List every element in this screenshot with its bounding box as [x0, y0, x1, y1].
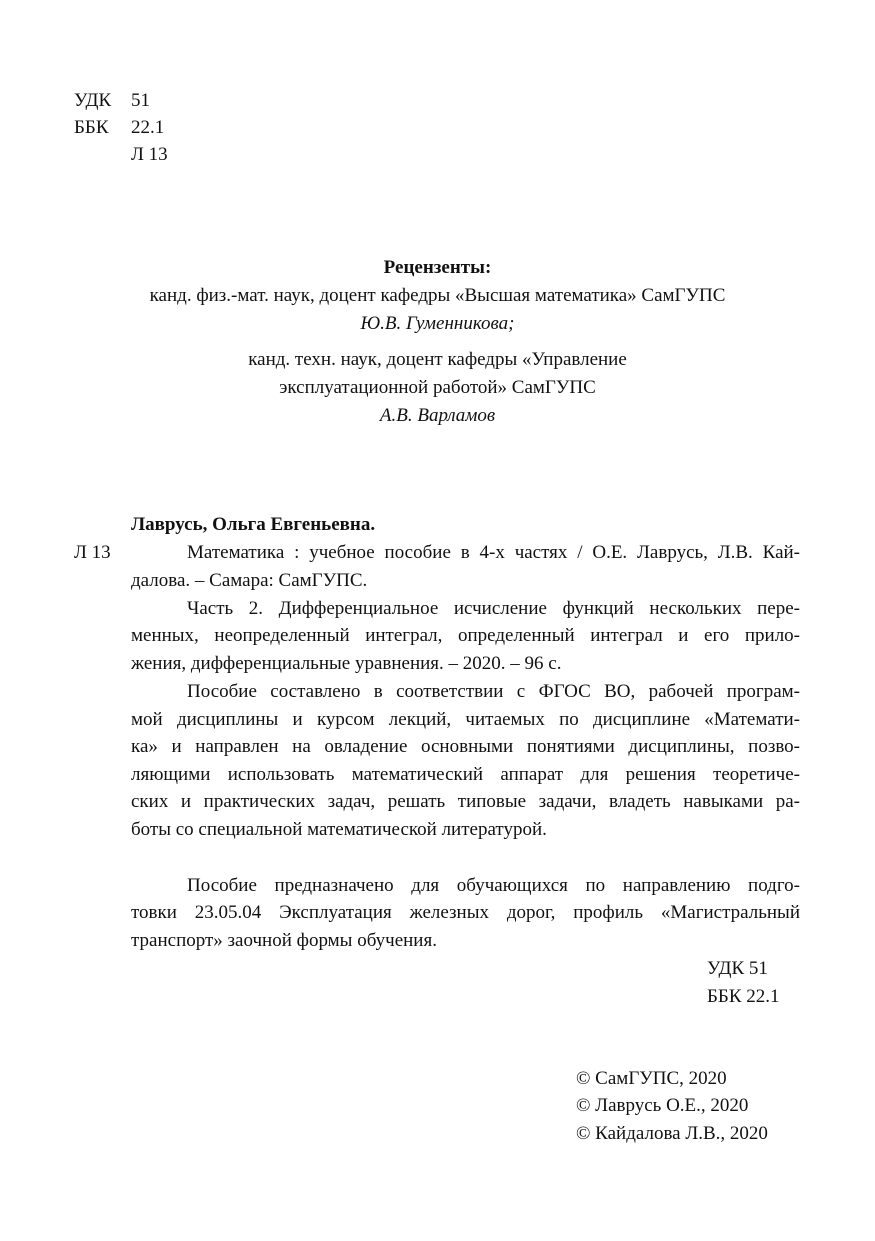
bbk-footer: ББК 22.1 [707, 986, 780, 1007]
abstract-line: транспорт» заочной формы обучения. [131, 930, 437, 951]
udk-footer: УДК 51 [707, 958, 768, 979]
abstract-line: Пособие предназначено для обучающихся по направлению подго- [187, 875, 800, 896]
reviewer1-name: Ю.В. Гуменникова; [360, 313, 515, 334]
copyright-line: © СамГУПС, 2020 [576, 1068, 727, 1089]
udk-label: УДК [74, 90, 112, 111]
copyright-line: © Лаврусь О.Е., 2020 [576, 1095, 749, 1116]
abstract-line: товки 23.05.04 Эксплуатация железных дорог, профиль «Магистральный [131, 902, 800, 923]
reviewers-heading: Рецензенты: [383, 257, 492, 278]
bib-line: менных, неопределенный интеграл, определенный интеграл и его прило- [131, 625, 800, 646]
bib-line: жения, дифференциальные уравнения. – 2020. – 96 с. [131, 653, 562, 674]
bib-line: далова. – Самара: СамГУПС. [131, 570, 368, 591]
bib-line: Часть 2. Дифференциальное исчисление функций нескольких пере- [187, 598, 800, 619]
reviewer1-position: канд. физ.-мат. наук, доцент кафедры «Высшая математика» СамГУПС [149, 285, 726, 306]
copyright-line: © Кайдалова Л.В., 2020 [576, 1123, 768, 1144]
bib-author: Лаврусь, Ольга Евгеньевна. [131, 514, 376, 535]
author-sign: Л 13 [131, 144, 168, 165]
reviewer2-position: канд. техн. наук, доцент кафедры «Управление [248, 349, 627, 370]
abstract-line: ка» и направлен на овладение основными понятиями дисциплины, позво- [131, 736, 800, 757]
abstract-line: мой дисциплины и курсом лекций, читаемых по дисциплине «Математи- [131, 709, 800, 730]
bib-line: Математика : учебное пособие в 4-х частях / О.Е. Лаврусь, Л.В. Кай- [187, 542, 800, 563]
abstract-line: ских и практических задач, решать типовые задачи, владеть навыками ра- [131, 791, 800, 812]
abstract-line: боты со специальной математической литературой. [131, 819, 547, 840]
reviewer2-name: А.В. Варламов [379, 405, 496, 426]
bbk-label: ББК [74, 117, 109, 138]
abstract-line: ляющими использовать математический аппарат для решения теоретиче- [131, 764, 800, 785]
bbk-value: 22.1 [131, 117, 165, 138]
bib-sign: Л 13 [74, 542, 111, 563]
abstract-line: Пособие составлено в соответствии с ФГОС ВО, рабочей програм- [187, 681, 800, 702]
reviewer2-position: эксплуатационной работой» СамГУПС [279, 377, 596, 398]
udk-value: 51 [131, 90, 150, 111]
